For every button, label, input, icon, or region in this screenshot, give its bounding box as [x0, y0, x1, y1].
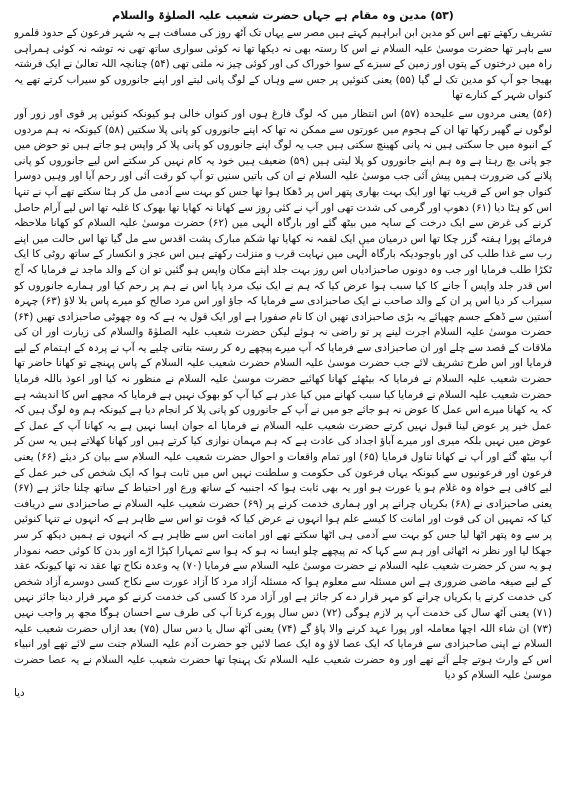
footnote-heading: (۵۳) مدین وہ مقام ہے جہاں حضرت شعیب علیہ الصلوٰۃ والسلام [112, 9, 454, 22]
page-continuation-word: دیا [14, 686, 25, 699]
footnote-paragraph-1: تشریف رکھتے تھے اس کو مدین ابن ابراہیم کہتے ہیں مصر سے یہاں تک آٹھ روز کی مسافت ہے یہ شہر فرعون کے حدود قلمرو سے باہر تھا حضرت موسیٰ علیہ السلام نے اس کا رستہ بھی نہ دیکھا تھا نہ کوئی سواری ساتھ تھی نہ توشہ نہ کوئی ہمراہی راہ میں درختوں کے پتوں اور زمین کے سبزے کے سوا خوراک کی اور کوئی چیز نہ ملتی تھی (۵۴) چنانچہ اللہ تعالیٰ نے ایک فرشتہ بھیجا جو آپ کو مدین تک لے گیا (۵۵) یعنی کنوئیں پر جس سے وہاں کے لوگ پانی لیتے اور اپنے جانوروں کو سیراب کرتے تھے یہ کنواں شہر کے کنارے تھا [14, 27, 552, 102]
footnote-paragraph-2: (۵۶) یعنی مردوں سے علیحدہ (۵۷) اس انتظار میں کہ لوگ فارغ ہوں اور کنواں خالی ہو کیونکہ کنوئیں پر قوی اور زور آور لوگوں نے گھیر رکھا تھا ان کے ہجوم میں عورتوں سے ممکن نہ تھا کہ اپنے جانوروں کو پانی پلا سکتیں (۵۸) کیونکہ نہ ہم مردوں کے انبوہ میں جا سکتی ہیں نہ پانی کھینچ سکتی ہیں جب یہ لوگ اپنے جانوروں کو پانی پلا کر واپس ہو جاتے ہیں تو حوض میں جو پانی بچ رہتا ہے وہ ہم اپنے جانوروں کو پلا لیتی ہیں (۵۹) ضعیف ہیں خود یہ کام نہیں کر سکتے اس لیے جانوروں کو پانی پلانے کی ضرورت ہمیں پیش آئی جب موسیٰ علیہ السلام نے ان کی باتیں سنیں تو آپ کو رقت آئی اور رحم آیا اور وہیں دوسرا کنواں جو اس کے قریب تھا اور ایک بہت بھاری پتھر اس پر ڈھکا ہوا تھا جس کو بہت سے آدمی مل کر ہٹا سکتے تھے آپ نے تنہا اس کو ہٹا دیا (۶۱) دھوپ اور گرمی کی شدت تھی اور آپ نے کئی روز سے کھانا نہ کھایا تھا بھوک کا غلبہ تھا اس لیے آرام حاصل کرنے کی غرض سے ایک درخت کے سایہ میں بیٹھ گئے اور بارگاہ الٰہی میں (۶۲) حضرت موسیٰ علیہ السلام کو کھانا ملاحظہ فرمائے پورا ہفتہ گزر چکا تھا اس درمیان میں ایک لقمہ نہ کھایا تھا شکم مبارک پشت اقدس سے مل گیا تھا اس حالت میں اپنے رب سے غذا طلب کی اور باوجودیکہ بارگاہ الٰہی میں نہایت قرب و منزلت رکھتے ہیں اس عجز و انکسار کے ساتھ روٹی کا ایک ٹکڑا طلب فرمایا اور جب وہ دونوں صاحبزادیاں اس روز بہت جلد اپنے مکان واپس ہو گئیں تو ان کے والد ماجد نے فرمایا کہ آج اس قدر جلد واپس آ جانے کا کیا سبب ہوا عرض کیا کہ ہم نے ایک نیک مرد پایا اس نے ہم پر رحم کیا اور ہمارے جانوروں کو سیراب کر دیا اس پر ان کے والد صاحب نے ایک صاحبزادی سے فرمایا کہ جاؤ اور اس مرد صالح کو میرے پاس بلا لاؤ (۶۳) چہرہ آستین سے ڈھکے جسم چھپائے یہ بڑی صاحبزادی تھیں ان کا نام صفورا ہے اور ایک قول یہ ہے کہ وہ چھوٹی صاحبزادی تھیں (۶۴) حضرت موسیٰ علیہ السلام اجرت لینے پر تو راضی نہ ہوئے لیکن حضرت شعیب علیہ الصلوٰۃ والسلام کی زیارت اور ان کی ملاقات کے قصد سے چلے اور ان صاحبزادی سے فرمایا کہ آپ میرے پیچھے رہ کر رستہ بتاتی چلیے یہ آپ نے پردہ کے اہتمام کے لیے فرمایا اور اس طرح تشریف لائے جب حضرت موسیٰ علیہ السلام حضرت شعیب علیہ السلام کے پاس پہنچے تو کھانا حاضر تھا حضرت شعیب علیہ السلام نے فرمایا کہ بیٹھئے کھانا کھائیے حضرت موسیٰ علیہ السلام نے منظور نہ کیا اور اعوذ باللہ فرمایا حضرت شعیب علیہ السلام نے فرمایا کیا سبب کھانے میں کیا عذر ہے کیا آپ کو بھوک نہیں ہے فرمایا کہ مجھے اس کا اندیشہ ہے کہ یہ کھانا میرے اس عمل کا عوض نہ ہو جائے جو میں نے آپ کے جانوروں کو پانی پلا کر انجام دیا ہے کیونکہ ہم وہ لوگ ہیں کہ عمل خیر پر عوض لینا قبول نہیں کرتے حضرت شعیب علیہ السلام نے فرمایا اے جوان ایسا نہیں ہے یہ کھانا آپ کے عمل کے عوض میں نہیں بلکہ میری اور میرے آباؤ اجداد کی عادت ہے کہ ہم مہمان نوازی کیا کرتے ہیں اور کھانا کھلاتے ہیں یہ سن کر آپ بیٹھ گئے اور آپ نے کھانا تناول فرمایا (۶۵) اور تمام واقعات و احوال حضرت شعیب علیہ السلام سے بیان کر دیئے (۶۶) یعنی فرعون اور فرعونیوں سے کیونکہ یہاں فرعون کی حکومت و سلطنت نہیں اس میں ثابت ہوا کہ ایک شخص کی خبر عمل کے لیے کافی ہے خواہ وہ غلام ہو یا عورت ہو اور یہ بھی ثابت ہوا کہ اجنبیہ کے ساتھ ورع اور احتیاط کے ساتھ چلنا جائز ہے (۶۷) یعنی صاحبزادی نے (۶۸) بکریاں چرانے پر اور ہماری خدمت کرنے پر (۶۹) حضرت شعیب علیہ السلام نے صاحبزادی سے دریافت کیا کہ تمہیں ان کی قوت اور امانت کا کیسے علم ہوا انہوں نے عرض کیا کہ قوت تو اس سے ظاہر ہے کہ انہوں نے تنہا کنوئیں پر سے وہ پتھر اٹھا لیا جس کو بہت سے آدمی ہی اٹھا سکتے تھے اور امانت اس سے ظاہر ہے کہ انہوں نے ہمیں دیکھ کر سر جھکا لیا اور نظر نہ اٹھائی اور ہم سے کہا کہ تم پیچھے چلو ایسا نہ ہو کہ ہوا سے تمہارا کپڑا اڑے اور بدن کا کوئی حصہ نمودار ہو یہ سن کر حضرت شعیب علیہ السلام نے حضرت موسیٰ علیہ السلام سے فرمایا (۷۰) یہ وعدہ نکاح تھا عقد نہ تھا کیونکہ عقد کے لیے صیغہ ماضی ضروری ہے اس مسئلہ سے معلوم ہوا کہ مسئلہ آزاد مرد کا آزاد عورت سے نکاح کسی دوسرے آزاد شخص کی خدمت کرنے یا بکریاں چرانے کو مہر قرار دے کر جائز ہے اور آزاد مرد کا کسی کی خدمت کرنے کو مہر قرار دینا جائز نہیں (۷۱) یعنی آٹھ سال کی خدمت آپ پر لازم ہوگی (۷۲) دس سال پورے کرنا آپ کی طرف سے احسان ہوگا مجھ پر واجب نہیں (۷۳) ان شاء اللہ اچھا معاملہ اور پورا عہد کرنے والا پاؤ گے (۷۴) یعنی آٹھ سال یا دس سال (۷۵) بعد ازاں حضرت شعیب علیہ السلام نے اپنی صاحبزادی سے فرمایا کہ ایک عصا لاؤ وہ ایک عصا لائیں جو حضرت آدم علیہ السلام جنت سے لائے تھے اور انبیاء اس کے وارث ہوتے چلے آئے تھے اور وہ حضرت شعیب علیہ السلام تک پہنچا تھا حضرت شعیب علیہ السلام نے یہ عصا حضرت موسیٰ علیہ السلام کو دیا [14, 107, 552, 682]
